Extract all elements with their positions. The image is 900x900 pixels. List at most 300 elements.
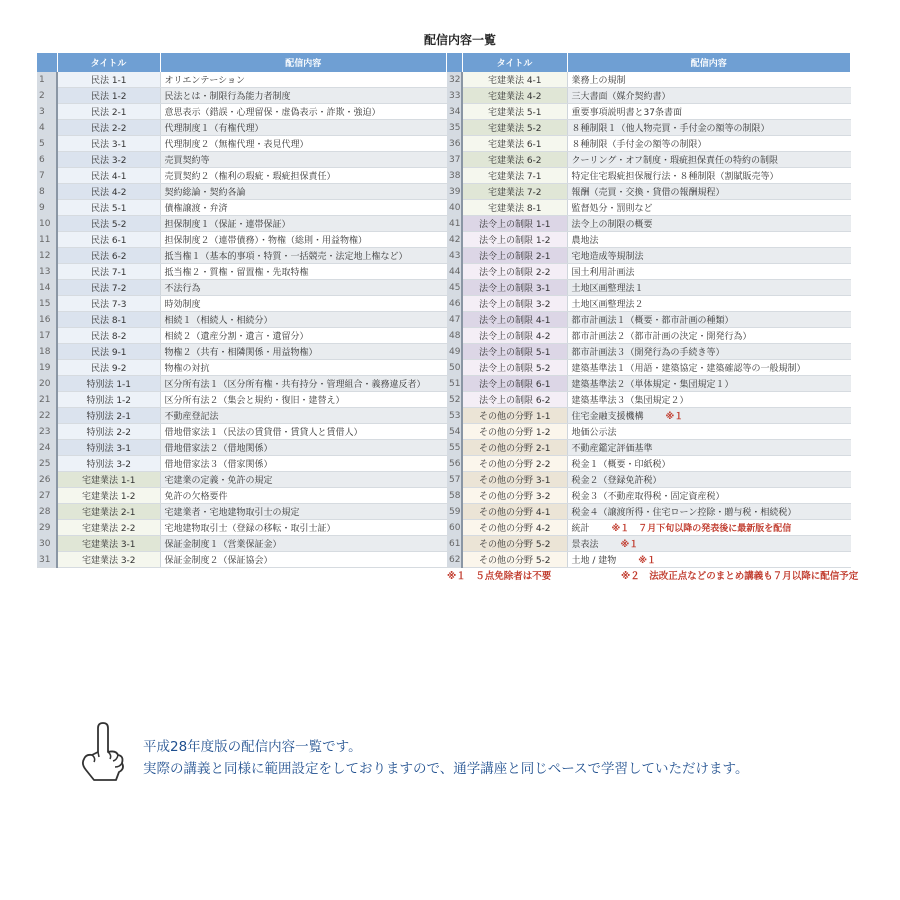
row-number: 62 xyxy=(447,552,462,568)
table-row xyxy=(37,472,447,488)
row-number: 52 xyxy=(447,392,462,408)
header-content: 配信内容 xyxy=(160,53,447,72)
lecture-title: 民法 4-2 xyxy=(57,184,160,200)
content-text: 売買契約２（権利の瑕疵・瑕疵担保責任） xyxy=(164,172,336,182)
row-number: 43 xyxy=(447,248,462,264)
content-note: ※１ xyxy=(665,412,684,422)
lecture-title: 宅建業法 7-1 xyxy=(462,168,567,184)
table-row xyxy=(37,360,447,376)
table-row xyxy=(447,424,851,440)
row-number: 12 xyxy=(37,248,57,264)
row-number: 5 xyxy=(37,136,57,152)
lecture-content xyxy=(567,264,851,280)
lecture-content xyxy=(160,264,447,280)
row-number: 29 xyxy=(37,520,57,536)
table-row xyxy=(37,344,447,360)
lecture-content xyxy=(567,296,851,312)
lecture-title: その他の分野 3-2 xyxy=(462,488,567,504)
lecture-content xyxy=(567,184,851,200)
table-row xyxy=(447,72,851,88)
lecture-title: 法令上の制限 1-2 xyxy=(462,232,567,248)
lecture-content xyxy=(567,488,851,504)
row-number: 39 xyxy=(447,184,462,200)
row-number: 14 xyxy=(37,280,57,296)
row-number: 6 xyxy=(37,152,57,168)
lecture-content xyxy=(567,120,851,136)
content-text: 国土利用計画法 xyxy=(571,268,635,278)
lecture-content xyxy=(567,536,851,552)
row-number: 20 xyxy=(37,376,57,392)
lecture-content xyxy=(567,88,851,104)
table-row xyxy=(37,152,447,168)
row-number: 7 xyxy=(37,168,57,184)
lecture-title: 宅建業法 4-2 xyxy=(462,88,567,104)
lecture-title: 民法 3-1 xyxy=(57,136,160,152)
row-number: 24 xyxy=(37,440,57,456)
lecture-title: 特別法 3-1 xyxy=(57,440,160,456)
lecture-content xyxy=(567,216,851,232)
lecture-title: その他の分野 1-1 xyxy=(462,408,567,424)
table-row xyxy=(37,392,447,408)
lecture-content xyxy=(567,504,851,520)
content-text: 債権譲渡・弁済 xyxy=(164,204,228,214)
row-number: 42 xyxy=(447,232,462,248)
content-text: 宅建業の定義・免許の規定 xyxy=(164,476,273,486)
lecture-title: 法令上の制限 3-2 xyxy=(462,296,567,312)
content-text: 抵当権２・質権・留置権・先取特権 xyxy=(164,268,309,278)
content-text: 住宅金融支援機構 xyxy=(571,412,644,422)
pointing-hand-icon xyxy=(78,722,128,782)
table-row xyxy=(37,552,447,568)
table-row xyxy=(37,264,447,280)
row-number: 3 xyxy=(37,104,57,120)
content-text: 相続２（遺産分割・遺言・遺留分） xyxy=(164,332,309,342)
lecture-title: 民法 2-2 xyxy=(57,120,160,136)
header-number xyxy=(37,53,57,72)
content-text: 物権２（共有・相隣関係・用益物権） xyxy=(164,348,318,358)
footnote-1: ※１ ５点免除者は不要 xyxy=(447,571,552,582)
lecture-title: 民法 5-2 xyxy=(57,216,160,232)
lecture-title: 特別法 3-2 xyxy=(57,456,160,472)
content-text: オリエンテーション xyxy=(164,76,245,86)
content-note: ※１ xyxy=(620,540,639,550)
lecture-content xyxy=(160,152,447,168)
lecture-content xyxy=(567,72,851,88)
lecture-content xyxy=(160,520,447,536)
content-text: 都市計画法１（概要・都市計画の種類） xyxy=(571,316,734,326)
lecture-title: 宅建業法 3-1 xyxy=(57,536,160,552)
content-note: ※１ xyxy=(638,556,657,566)
table-row xyxy=(37,440,447,456)
table-row xyxy=(447,280,851,296)
content-text: 不動産登記法 xyxy=(164,412,219,422)
content-text: 代理制度１（有権代理） xyxy=(164,124,264,134)
lecture-content xyxy=(160,408,447,424)
content-text: 宅地造成等規制法 xyxy=(571,252,644,262)
table-row xyxy=(447,344,851,360)
lecture-content xyxy=(160,328,447,344)
content-text: 業務上の規制 xyxy=(571,76,626,86)
row-number: 35 xyxy=(447,120,462,136)
row-number: 56 xyxy=(447,456,462,472)
content-text: 民法とは・制限行為能力者制度 xyxy=(164,92,291,102)
table-row xyxy=(447,296,851,312)
lecture-title: 特別法 2-1 xyxy=(57,408,160,424)
table-row xyxy=(447,136,851,152)
table-row xyxy=(447,248,851,264)
content-text: 税金３（不動産取得税・固定資産税） xyxy=(571,492,725,502)
row-number: 54 xyxy=(447,424,462,440)
lecture-content xyxy=(567,456,851,472)
row-number: 36 xyxy=(447,136,462,152)
row-number: 19 xyxy=(37,360,57,376)
lecture-title: 宅建業法 2-2 xyxy=(57,520,160,536)
lecture-title: 特別法 1-2 xyxy=(57,392,160,408)
row-number: 49 xyxy=(447,344,462,360)
lecture-title: その他の分野 5-2 xyxy=(462,536,567,552)
lecture-title: 特別法 1-1 xyxy=(57,376,160,392)
content-text: ８種制限（手付金の額等の制限） xyxy=(571,140,707,150)
table-row xyxy=(37,136,447,152)
content-text: 重要事項説明書と37条書面 xyxy=(571,108,682,118)
content-text: 農地法 xyxy=(571,236,599,246)
table-row xyxy=(447,312,851,328)
lecture-content xyxy=(160,72,447,88)
table-row xyxy=(37,520,447,536)
row-number: 58 xyxy=(447,488,462,504)
content-text: 保証金制度２（保証協会） xyxy=(164,556,273,566)
table-row xyxy=(37,376,447,392)
lecture-content xyxy=(567,408,851,424)
row-number: 18 xyxy=(37,344,57,360)
lecture-content xyxy=(160,344,447,360)
content-text: 時効制度 xyxy=(164,300,201,310)
lecture-content xyxy=(567,360,851,376)
content-text: 土地 / 建物 xyxy=(571,556,617,566)
content-text: 地価公示法 xyxy=(571,428,617,438)
row-number: 11 xyxy=(37,232,57,248)
lecture-title: 民法 1-2 xyxy=(57,88,160,104)
footnote-2: ※２ 法改正点などのまとめ講義も７月以降に配信予定 xyxy=(621,571,859,582)
lecture-content xyxy=(160,376,447,392)
row-number: 8 xyxy=(37,184,57,200)
row-number: 28 xyxy=(37,504,57,520)
content-text: 借地借家法３（借家関係） xyxy=(164,460,273,470)
content-text: 相続１（相続人・相続分） xyxy=(164,316,273,326)
lecture-content xyxy=(160,488,447,504)
content-text: 景表法 xyxy=(571,540,599,550)
table-row xyxy=(37,296,447,312)
lecture-content xyxy=(567,312,851,328)
lecture-title: 宅建業法 1-2 xyxy=(57,488,160,504)
content-text: 不動産鑑定評価基準 xyxy=(571,444,653,454)
lecture-content xyxy=(160,216,447,232)
table-row xyxy=(447,520,851,536)
lecture-title: 民法 3-2 xyxy=(57,152,160,168)
lecture-title: 宅建業法 2-1 xyxy=(57,504,160,520)
table-row xyxy=(37,536,447,552)
content-text: 物権の対抗 xyxy=(164,364,210,374)
lecture-title: その他の分野 2-1 xyxy=(462,440,567,456)
row-number: 26 xyxy=(37,472,57,488)
content-text: 建築基準法３（集団規定２） xyxy=(571,396,689,406)
content-text: 建築基準法２（単体規定・集団規定１） xyxy=(571,380,734,390)
table-row xyxy=(447,168,851,184)
table-row xyxy=(37,200,447,216)
table-row xyxy=(37,504,447,520)
row-number: 41 xyxy=(447,216,462,232)
lecture-content xyxy=(567,280,851,296)
table-row xyxy=(37,280,447,296)
table-row xyxy=(447,360,851,376)
content-text: 建築基準法１（用語・建築協定・建築確認等の一般規制） xyxy=(571,364,806,374)
row-number: 34 xyxy=(447,104,462,120)
content-text: 税金４（譲渡所得・住宅ローン控除・贈与税・相続税） xyxy=(571,508,797,518)
lecture-title: その他の分野 5-2 xyxy=(462,552,567,568)
content-text: 統計 xyxy=(571,524,590,534)
content-text: 借地借家法１（民法の賃貸借・賃貸人と賃借人） xyxy=(164,428,363,438)
lecture-title: その他の分野 2-2 xyxy=(462,456,567,472)
header-title: タイトル xyxy=(462,53,567,72)
table-row xyxy=(37,72,447,88)
lecture-title: 法令上の制限 3-1 xyxy=(462,280,567,296)
content-text: 税金１（概要・印紙税） xyxy=(571,460,671,470)
table-row xyxy=(447,328,851,344)
lecture-title: 宅建業法 3-2 xyxy=(57,552,160,568)
info-line-2: 実際の講義と同様に範囲設定をしておりますので、通学講座と同じペースで学習していただけます。 xyxy=(143,761,749,777)
table-row xyxy=(447,408,851,424)
lecture-content xyxy=(160,472,447,488)
lecture-title: 民法 7-3 xyxy=(57,296,160,312)
header-title: タイトル xyxy=(57,53,160,72)
lecture-title: 宅建業法 1-1 xyxy=(57,472,160,488)
content-text: 担保制度１（保証・連帯保証） xyxy=(164,220,291,230)
lecture-title: 法令上の制限 4-2 xyxy=(462,328,567,344)
lecture-title: 民法 8-2 xyxy=(57,328,160,344)
row-number: 60 xyxy=(447,520,462,536)
lecture-content xyxy=(567,104,851,120)
content-text: 区分所有法２（集会と規約・復旧・建替え） xyxy=(164,396,345,406)
content-text: 意思表示（錯誤・心理留保・虚偽表示・詐欺・強迫） xyxy=(164,108,381,118)
table-row xyxy=(37,424,447,440)
row-number: 4 xyxy=(37,120,57,136)
row-number: 1 xyxy=(37,72,57,88)
table-row xyxy=(37,120,447,136)
lecture-title: 民法 1-1 xyxy=(57,72,160,88)
row-number: 15 xyxy=(37,296,57,312)
table-row xyxy=(447,488,851,504)
table-row xyxy=(37,408,447,424)
table-row xyxy=(447,184,851,200)
row-number: 46 xyxy=(447,296,462,312)
table-row xyxy=(447,392,851,408)
lecture-title: 民法 2-1 xyxy=(57,104,160,120)
row-number: 2 xyxy=(37,88,57,104)
table-row xyxy=(37,328,447,344)
lecture-content xyxy=(567,392,851,408)
table-row xyxy=(447,264,851,280)
table-row xyxy=(447,536,851,552)
row-number: 9 xyxy=(37,200,57,216)
lecture-content xyxy=(567,136,851,152)
lecture-content xyxy=(160,184,447,200)
row-number: 40 xyxy=(447,200,462,216)
table-row xyxy=(37,488,447,504)
content-text: 代理制度２（無権代理・表見代理） xyxy=(164,140,309,150)
table-row xyxy=(37,88,447,104)
lecture-title: 民法 7-2 xyxy=(57,280,160,296)
row-number: 53 xyxy=(447,408,462,424)
lecture-content xyxy=(160,200,447,216)
lecture-title: 民法 7-1 xyxy=(57,264,160,280)
row-number: 48 xyxy=(447,328,462,344)
row-number: 22 xyxy=(37,408,57,424)
row-number: 45 xyxy=(447,280,462,296)
lecture-title: 民法 9-1 xyxy=(57,344,160,360)
lecture-content xyxy=(160,552,447,568)
content-text: 土地区画整理法２ xyxy=(571,300,644,310)
content-text: 宅建業者・宅地建物取引士の規定 xyxy=(164,508,300,518)
row-number: 47 xyxy=(447,312,462,328)
lecture-title: 法令上の制限 2-2 xyxy=(462,264,567,280)
row-number: 57 xyxy=(447,472,462,488)
content-text: 抵当権１（基本的事項・特質・一括競売・法定地上権など） xyxy=(164,252,408,262)
lecture-content xyxy=(567,344,851,360)
lecture-content xyxy=(567,168,851,184)
lecture-title: 民法 4-1 xyxy=(57,168,160,184)
lecture-title: その他の分野 1-2 xyxy=(462,424,567,440)
lecture-title: その他の分野 4-2 xyxy=(462,520,567,536)
content-text: 不法行為 xyxy=(164,284,201,294)
lecture-title: 宅建業法 4-1 xyxy=(462,72,567,88)
table-row xyxy=(447,88,851,104)
table-row xyxy=(37,456,447,472)
row-number: 27 xyxy=(37,488,57,504)
lecture-title: 宅建業法 6-1 xyxy=(462,136,567,152)
content-text: 都市計画法２（都市計画の決定・開発行為） xyxy=(571,332,752,342)
table-row xyxy=(447,104,851,120)
table-row xyxy=(447,552,851,568)
row-number: 13 xyxy=(37,264,57,280)
header-content: 配信内容 xyxy=(567,53,851,72)
content-text: 区分所有法１（区分所有権・共有持分・管理組合・義務違反者） xyxy=(164,380,426,390)
lecture-content xyxy=(567,328,851,344)
table-row xyxy=(447,120,851,136)
table-row xyxy=(37,232,447,248)
table-row xyxy=(37,312,447,328)
content-text: 借地借家法２（借地関係） xyxy=(164,444,273,454)
content-text: 監督処分・罰則など xyxy=(571,204,653,214)
lecture-title: 法令上の制限 5-2 xyxy=(462,360,567,376)
table-row xyxy=(447,456,851,472)
info-message xyxy=(143,736,748,780)
row-number: 10 xyxy=(37,216,57,232)
content-text: クーリング・オフ制度・瑕疵担保責任の特約の制限 xyxy=(571,156,779,166)
lecture-content xyxy=(160,440,447,456)
content-text: 契約総論・契約各論 xyxy=(164,188,246,198)
lecture-title: その他の分野 3-1 xyxy=(462,472,567,488)
lecture-content xyxy=(160,392,447,408)
lecture-content xyxy=(160,312,447,328)
row-number: 37 xyxy=(447,152,462,168)
table-row xyxy=(447,376,851,392)
content-text: 報酬（売買・交換・貸借の報酬規程） xyxy=(571,188,725,198)
info-line-1: 平成28年度版の配信内容一覧です。 xyxy=(143,739,362,755)
lecture-content xyxy=(160,120,447,136)
table-row xyxy=(37,248,447,264)
lecture-content xyxy=(160,456,447,472)
row-number: 30 xyxy=(37,536,57,552)
row-number: 51 xyxy=(447,376,462,392)
content-text: 免許の欠格要件 xyxy=(164,492,228,502)
schedule-table-left xyxy=(37,53,447,568)
row-number: 61 xyxy=(447,536,462,552)
page-title: 配信内容一覧 xyxy=(423,33,496,47)
lecture-content xyxy=(567,552,851,568)
row-number: 33 xyxy=(447,88,462,104)
lecture-content xyxy=(160,280,447,296)
lecture-content xyxy=(160,536,447,552)
lecture-title: 民法 6-1 xyxy=(57,232,160,248)
lecture-title: 民法 9-2 xyxy=(57,360,160,376)
lecture-content xyxy=(160,296,447,312)
lecture-title: 民法 6-2 xyxy=(57,248,160,264)
lecture-content xyxy=(567,152,851,168)
lecture-content xyxy=(160,232,447,248)
lecture-content xyxy=(160,248,447,264)
lecture-title: 宅建業法 8-1 xyxy=(462,200,567,216)
content-text: 土地区画整理法１ xyxy=(571,284,644,294)
table-row xyxy=(37,104,447,120)
lecture-content xyxy=(567,232,851,248)
lecture-title: 宅建業法 5-1 xyxy=(462,104,567,120)
lecture-title: 法令上の制限 5-1 xyxy=(462,344,567,360)
content-text: 特定住宅瑕疵担保履行法・８種制限（割賦販売等） xyxy=(571,172,779,182)
row-number: 23 xyxy=(37,424,57,440)
lecture-title: 法令上の制限 4-1 xyxy=(462,312,567,328)
content-note: ※１ ７月下旬以降の発表後に最新版を配信 xyxy=(611,524,792,534)
content-text: 法令上の制限の概要 xyxy=(571,220,653,230)
content-text: 保証金制度１（営業保証金） xyxy=(164,540,282,550)
table-row xyxy=(447,152,851,168)
lecture-title: 宅建業法 6-2 xyxy=(462,152,567,168)
lecture-title: 法令上の制限 1-1 xyxy=(462,216,567,232)
row-number: 44 xyxy=(447,264,462,280)
content-text: 三大書面（媒介契約書） xyxy=(571,92,671,102)
table-row xyxy=(447,200,851,216)
content-text: 都市計画法３（開発行為の手続き等） xyxy=(571,348,725,358)
table-row xyxy=(447,216,851,232)
content-text: 担保制度２（連帯債務）・物権（総則・用益物権） xyxy=(164,236,368,246)
table-row xyxy=(447,504,851,520)
row-number: 50 xyxy=(447,360,462,376)
lecture-title: 法令上の制限 6-1 xyxy=(462,376,567,392)
header-number xyxy=(447,53,462,72)
row-number: 21 xyxy=(37,392,57,408)
lecture-title: 法令上の制限 6-2 xyxy=(462,392,567,408)
lecture-content xyxy=(567,248,851,264)
row-number: 17 xyxy=(37,328,57,344)
table-row xyxy=(447,232,851,248)
content-text: 売買契約等 xyxy=(164,156,210,166)
content-text: ８種制限１（他人物売買・手付金の額等の制限） xyxy=(571,124,770,134)
row-number: 32 xyxy=(447,72,462,88)
table-row xyxy=(37,184,447,200)
lecture-title: 民法 8-1 xyxy=(57,312,160,328)
lecture-content xyxy=(567,472,851,488)
table-row xyxy=(37,168,447,184)
content-text: 宅地建物取引士（登録の移転・取引士証） xyxy=(164,524,336,534)
